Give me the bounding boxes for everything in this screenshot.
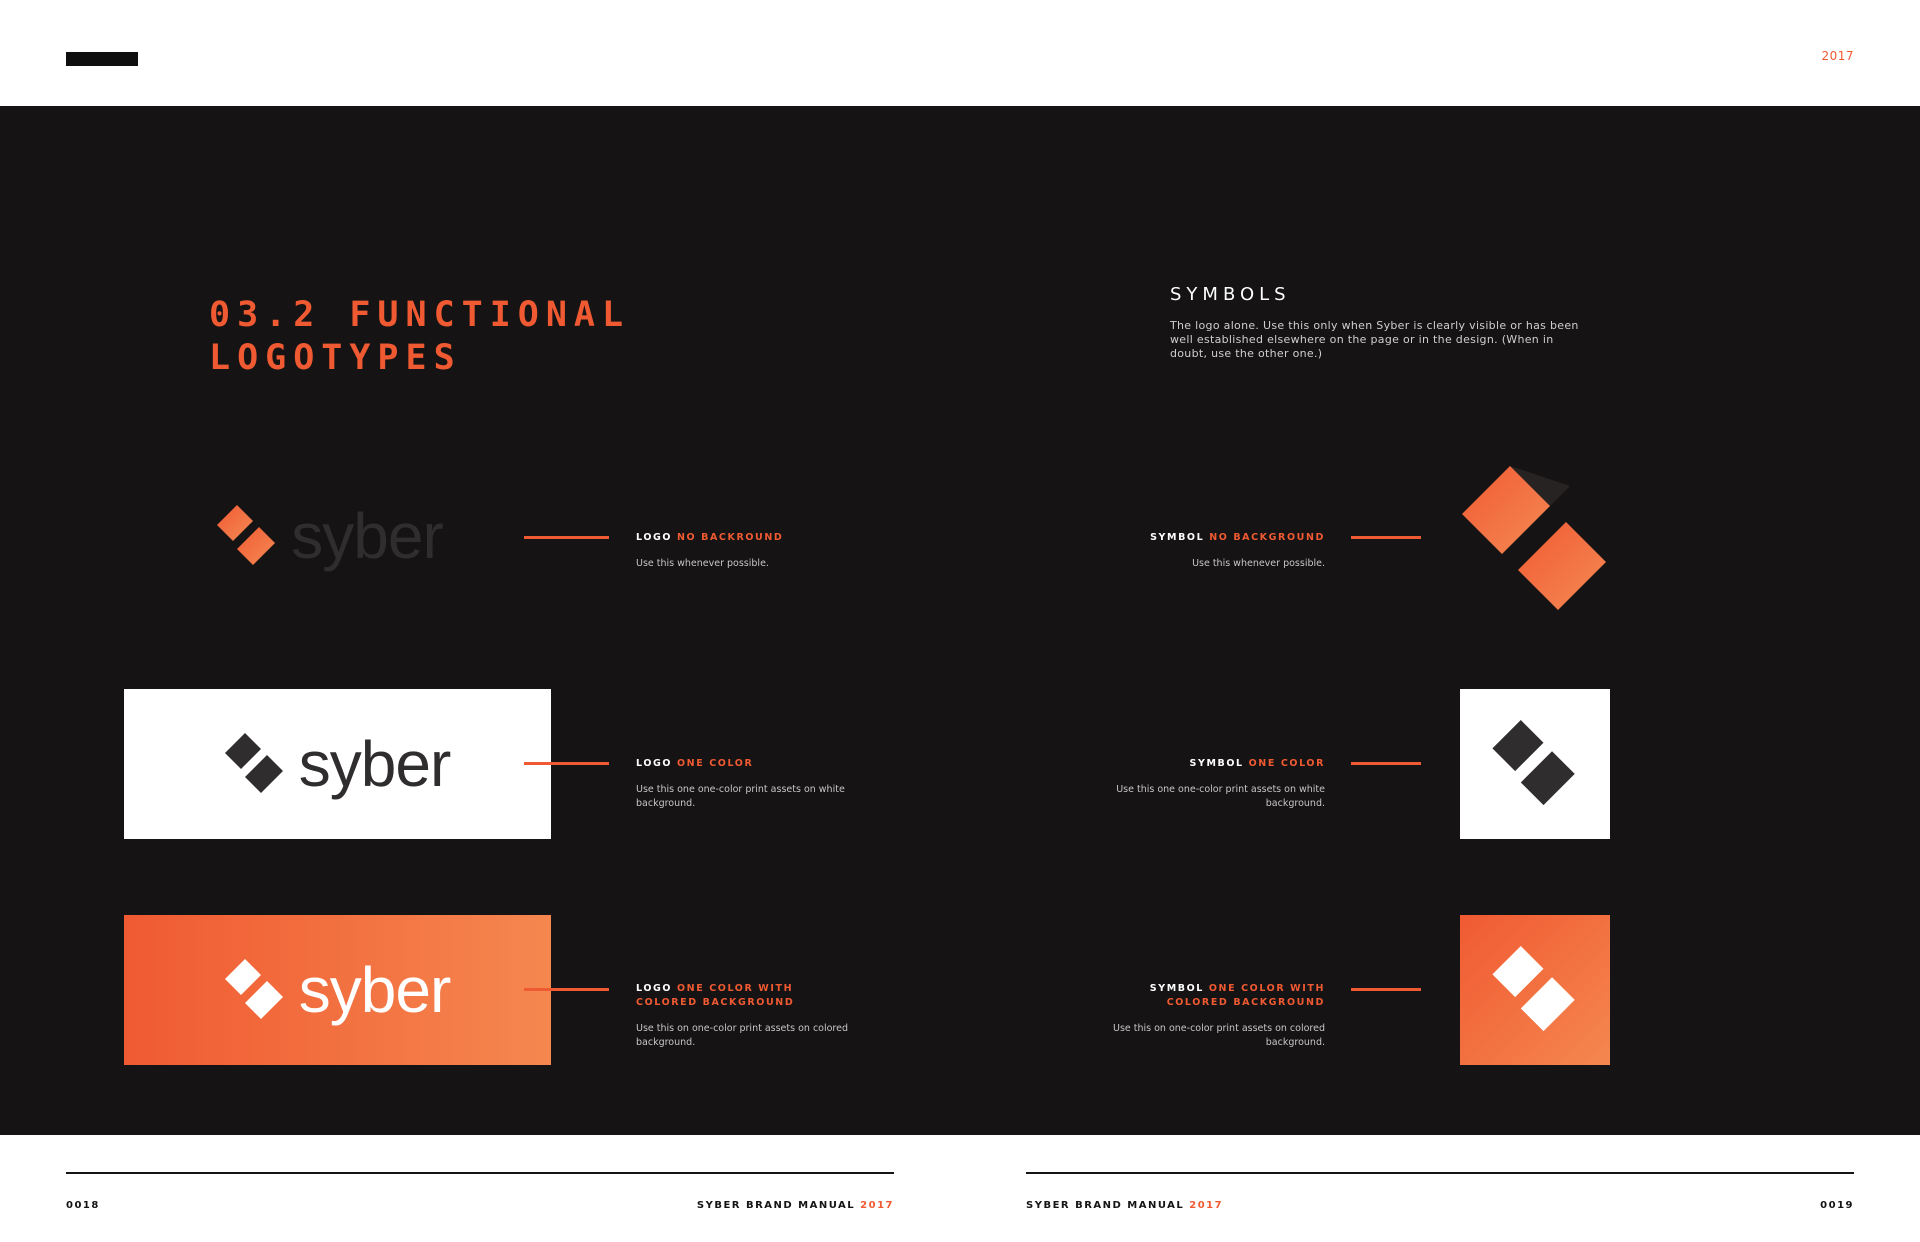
connector-line [524, 762, 609, 765]
section-title-line1: 03.2 FUNCTIONAL [209, 295, 631, 335]
symbol-no-background [1462, 466, 1606, 610]
logo-one-color [124, 689, 551, 839]
syber-mark-icon [1492, 720, 1578, 808]
connector-line [524, 536, 609, 539]
symbol-caption-1 [1110, 531, 1325, 571]
logo-caption-2 [636, 757, 851, 811]
page-header [0, 0, 1920, 106]
footer-rule-left [66, 1172, 894, 1174]
caption-description: Use this one one-color print assets on white background. [636, 784, 845, 809]
caption-value: ONE COLOR [1248, 758, 1325, 769]
section-title-line2: LOGOTYPES [209, 338, 462, 378]
syber-wordmark: syber [291, 500, 443, 572]
caption-key: LOGO [636, 758, 673, 769]
logo-no-background [185, 496, 475, 576]
symbol-one-color [1460, 689, 1610, 839]
header-year: 2017 [1821, 49, 1854, 63]
caption-value: ONE COLOR WITH COLORED BACKGROUND [1166, 983, 1325, 1008]
caption-description: Use this whenever possible. [1192, 558, 1325, 569]
symbol-caption-2 [1110, 757, 1325, 811]
caption-key: SYMBOL [1150, 532, 1205, 543]
logo-caption-1 [636, 531, 851, 571]
caption-description: Use this whenever possible. [636, 558, 769, 569]
caption-value: ONE COLOR WITH COLORED BACKGROUND [636, 983, 795, 1008]
syber-wordmark: syber [298, 728, 451, 800]
caption-key: LOGO [636, 532, 673, 543]
caption-value: ONE COLOR [677, 758, 754, 769]
symbols-description: The logo alone. Use this only when Syber is clearly visible or has been well established elsewhere on the page or in the design. (When in doubt, use the other one.) [1170, 319, 1579, 360]
syber-mark-icon [225, 733, 285, 795]
symbol-caption-3 [1110, 982, 1325, 1050]
footer-title-text: SYBER BRAND MANUAL [1026, 1200, 1185, 1211]
connector-line [524, 988, 609, 991]
footer-title-text: SYBER BRAND MANUAL [696, 1200, 856, 1211]
caption-description: Use this on one-color print assets on colored background. [1112, 1023, 1325, 1048]
caption-key: SYMBOL [1189, 758, 1244, 769]
connector-line [1351, 762, 1421, 765]
logo-colored-background [124, 915, 551, 1065]
caption-value: NO BACKROUND [677, 532, 784, 543]
caption-value: NO BACKGROUND [1209, 532, 1325, 543]
footer-year: 2017 [860, 1200, 894, 1211]
footer-year: 2017 [1189, 1200, 1224, 1211]
section-title [209, 294, 630, 380]
symbols-heading: SYMBOLS [1170, 284, 1291, 305]
content-panel [0, 106, 1920, 1135]
footer-title-right [1026, 1200, 1223, 1211]
page-number-right: 0019 [1820, 1200, 1854, 1211]
syber-mark-icon [225, 959, 285, 1021]
connector-line [1351, 536, 1421, 539]
header-bar [66, 52, 138, 66]
syber-wordmark: syber [298, 954, 451, 1026]
footer-title-left [697, 1200, 894, 1211]
caption-description: Use this on one-color print assets on colored background. [636, 1023, 849, 1048]
caption-description: Use this one one-color print assets on white background. [1116, 784, 1325, 809]
caption-key: SYMBOL [1149, 983, 1204, 994]
syber-mark-icon [217, 505, 277, 567]
caption-key: LOGO [636, 983, 673, 994]
page-number-left: 0018 [66, 1200, 100, 1211]
connector-line [1351, 988, 1421, 991]
symbol-colored-background [1460, 915, 1610, 1065]
footer-rule-right [1026, 1172, 1854, 1174]
syber-mark-icon [1492, 946, 1578, 1034]
logo-caption-3 [636, 982, 851, 1050]
